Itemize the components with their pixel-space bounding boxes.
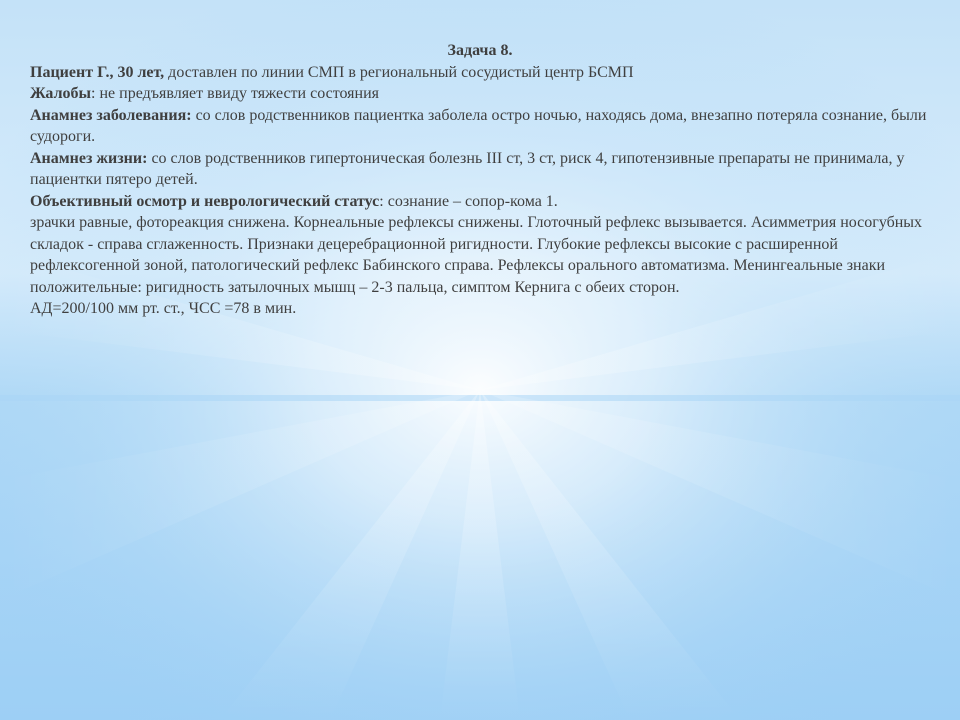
vitals-line: АД=200/100 мм рт. ст., ЧСС =78 в мин. [30,300,297,317]
complaints-line [30,83,930,105]
anamnesis-disease-paragraph [30,105,930,148]
task-text-block [30,40,930,320]
anamnesis-disease-text: со слов родственников пациентка заболела остро ночью, находясь дома, внезапно потеряла сознание, были судороги. [30,106,927,145]
patient-label: Пациент Г., 30 лет, [30,63,165,81]
patient-text: доставлен по линии СМП в региональный сосудистый центр БСМП [164,63,634,81]
patient-line [30,62,930,84]
anamnesis-life-text: со слов родственников гипертоническая болезнь III ст, 3 ст, риск 4, гипотензивные препараты не принимала, у пациентки пятеро детей. [30,149,905,188]
task-title: Задача 8. [447,42,513,59]
anamnesis-life-label: Анамнез жизни: [30,149,148,167]
exam-label: Объективный осмотр и неврологический статус [30,192,380,210]
anamnesis-disease-label: Анамнез заболевания: [30,106,192,124]
exam-consciousness-text: : сознание – сопор-кома 1. [379,192,558,210]
complaints-text: : не предъявляет ввиду тяжести состояния [91,85,380,102]
anamnesis-life-paragraph [30,148,930,191]
exam-heading-line [30,191,930,213]
complaints-label: Жалобы [30,85,92,102]
exam-body-paragraph: зрачки равные, фотореакция снижена. Корнеальные рефлексы снижены. Глоточный рефлекс вызывается. Асимметрия носогубных складок - справа сглаженность. Признаки децеребрационной ригидности. Глубокие рефлексы высокие с расширенной рефлексогенной зоной, патологический рефлекс Бабинского справа. Рефлексы орального автоматизма. Менингеальные знаки положительные: ригидность затылочных мышц – 2-3 пальца, симптом Кернига с обеих сторон. [30,214,923,296]
